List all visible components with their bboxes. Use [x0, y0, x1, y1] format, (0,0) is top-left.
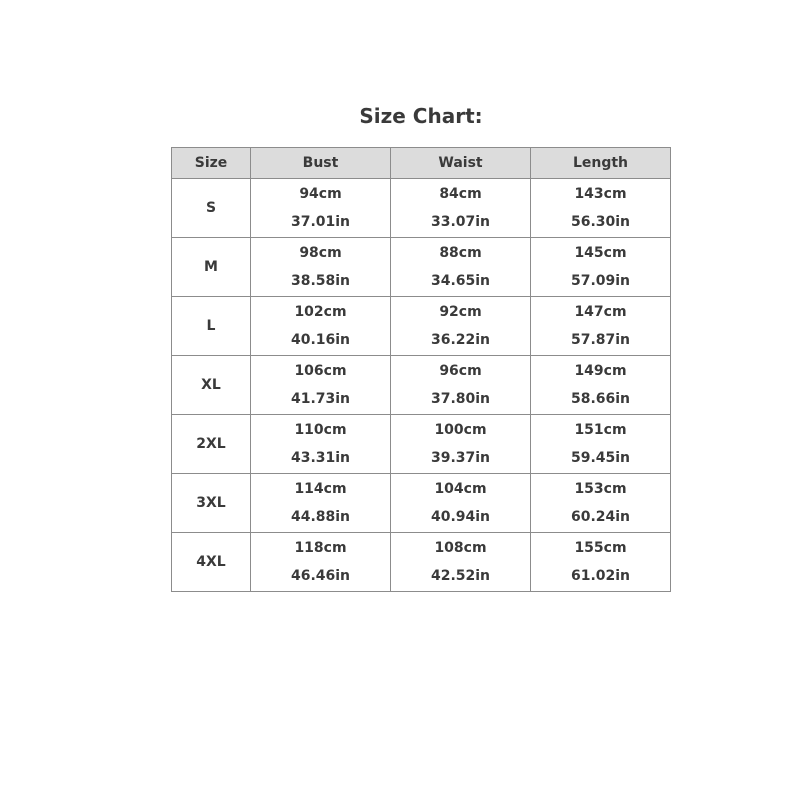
bust-cell	[251, 297, 391, 356]
bust-cm-value: 114cm	[294, 481, 347, 497]
size-cell: 2XL	[172, 415, 251, 474]
length-cell	[531, 474, 671, 533]
length-cell	[531, 356, 671, 415]
bust-in-value: 43.31in	[290, 450, 351, 466]
length-cell	[531, 297, 671, 356]
size-cell: S	[172, 179, 251, 238]
waist-cm-value: 88cm	[439, 245, 482, 261]
bust-cm-value: 106cm	[294, 363, 347, 379]
length-cm-value: 147cm	[574, 304, 627, 320]
waist-in-value: 42.52in	[430, 568, 491, 584]
waist-cm-value: 84cm	[439, 186, 482, 202]
length-cell	[531, 179, 671, 238]
bust-cell	[251, 474, 391, 533]
size-cell: M	[172, 238, 251, 297]
bust-cell	[251, 356, 391, 415]
table-row	[172, 415, 671, 474]
waist-cm-value: 92cm	[439, 304, 482, 320]
length-cell	[531, 415, 671, 474]
length-cm-value: 143cm	[574, 186, 627, 202]
size-cell: 3XL	[172, 474, 251, 533]
length-in-value: 61.02in	[570, 568, 631, 584]
waist-cm-value: 108cm	[434, 540, 487, 556]
table-row	[172, 474, 671, 533]
table-body	[172, 179, 671, 592]
length-cm-value: 151cm	[574, 422, 627, 438]
waist-cell	[391, 297, 531, 356]
waist-in-value: 36.22in	[430, 332, 491, 348]
size-cell: 4XL	[172, 533, 251, 592]
waist-in-value: 40.94in	[430, 509, 491, 525]
length-cm-value: 155cm	[574, 540, 627, 556]
length-cm-value: 149cm	[574, 363, 627, 379]
length-cm-value: 145cm	[574, 245, 627, 261]
bust-in-value: 38.58in	[290, 273, 351, 289]
length-in-value: 56.30in	[570, 214, 631, 230]
waist-in-value: 37.80in	[430, 391, 491, 407]
bust-cell	[251, 238, 391, 297]
waist-cell	[391, 415, 531, 474]
table-row	[172, 297, 671, 356]
bust-cm-value: 110cm	[294, 422, 347, 438]
bust-cm-value: 94cm	[299, 186, 342, 202]
length-in-value: 57.87in	[570, 332, 631, 348]
length-in-value: 60.24in	[570, 509, 631, 525]
length-in-value: 59.45in	[570, 450, 631, 466]
waist-cm-value: 100cm	[434, 422, 487, 438]
bust-cm-value: 98cm	[299, 245, 342, 261]
waist-in-value: 39.37in	[430, 450, 491, 466]
bust-in-value: 44.88in	[290, 509, 351, 525]
waist-cm-value: 96cm	[439, 363, 482, 379]
length-cell	[531, 533, 671, 592]
header-length: Length	[531, 148, 671, 179]
waist-in-value: 34.65in	[430, 273, 491, 289]
length-cell	[531, 238, 671, 297]
bust-cm-value: 118cm	[294, 540, 347, 556]
size-cell: XL	[172, 356, 251, 415]
length-cm-value: 153cm	[574, 481, 627, 497]
waist-in-value: 33.07in	[430, 214, 491, 230]
waist-cell	[391, 238, 531, 297]
bust-in-value: 46.46in	[290, 568, 351, 584]
bust-cell	[251, 415, 391, 474]
bust-in-value: 41.73in	[290, 391, 351, 407]
bust-cell	[251, 533, 391, 592]
table-row	[172, 238, 671, 297]
length-in-value: 58.66in	[570, 391, 631, 407]
waist-cell	[391, 533, 531, 592]
waist-cell	[391, 356, 531, 415]
waist-cell	[391, 179, 531, 238]
waist-cell	[391, 474, 531, 533]
table-row	[172, 356, 671, 415]
size-chart-table	[171, 147, 671, 592]
bust-in-value: 40.16in	[290, 332, 351, 348]
table-header-row	[172, 148, 671, 179]
bust-cm-value: 102cm	[294, 304, 347, 320]
header-bust: Bust	[251, 148, 391, 179]
bust-in-value: 37.01in	[290, 214, 351, 230]
waist-cm-value: 104cm	[434, 481, 487, 497]
table-row	[172, 179, 671, 238]
header-size: Size	[172, 148, 251, 179]
bust-cell	[251, 179, 391, 238]
table-row	[172, 533, 671, 592]
length-in-value: 57.09in	[570, 273, 631, 289]
size-cell: L	[172, 297, 251, 356]
page-title: Size Chart:	[359, 104, 483, 128]
header-waist: Waist	[391, 148, 531, 179]
